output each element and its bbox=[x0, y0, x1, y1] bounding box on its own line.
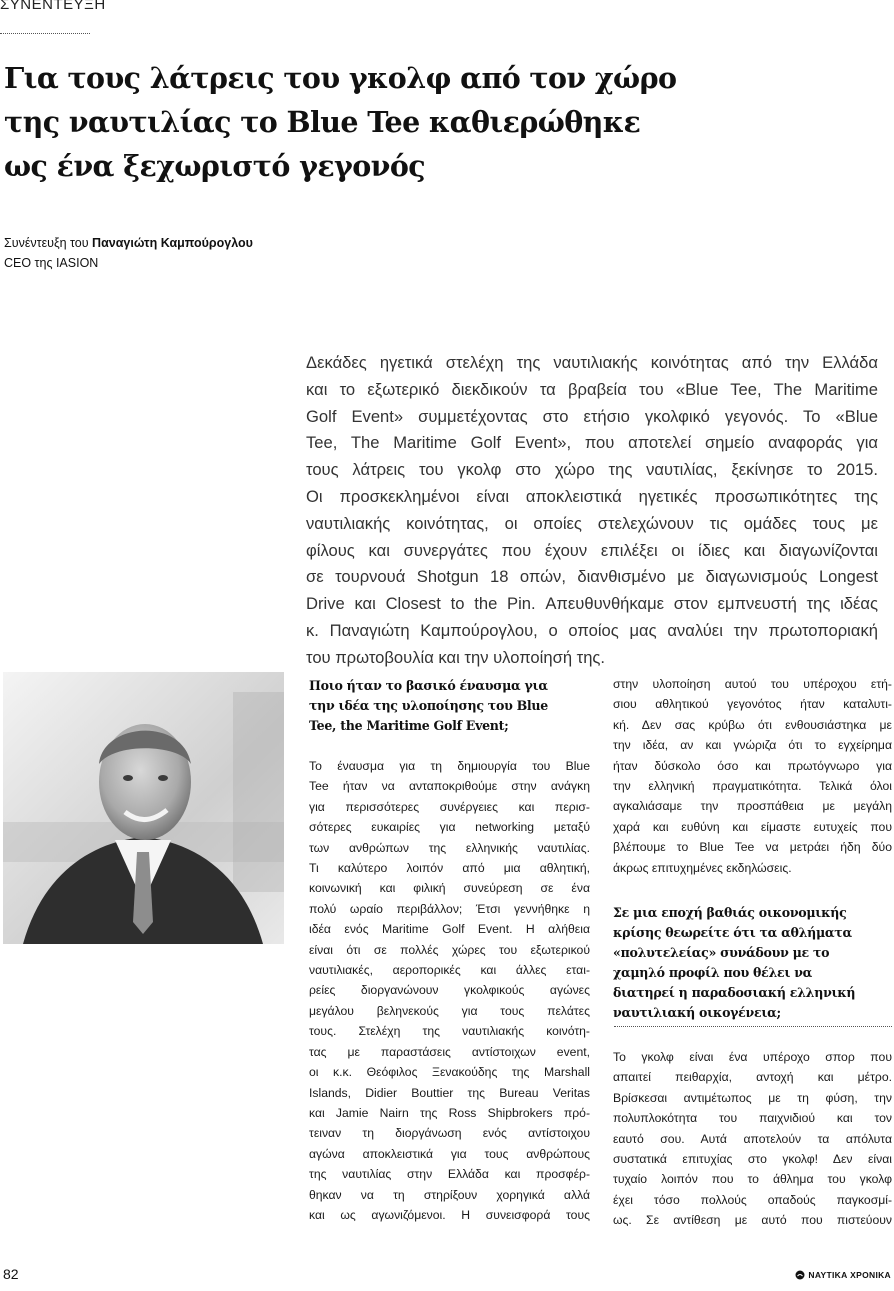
body-line: βλέπουμε το Blue Tee να μετράει ήδη δύο bbox=[613, 840, 892, 855]
body-line: για περισσότερες συνέργειες και περισ- bbox=[309, 799, 590, 814]
body-line: την ιδέα, αν και γνώριζα ότι το εγχείρημα bbox=[613, 738, 892, 753]
body-line: Τι καλύτερο λοιπόν από μια αθλητική, bbox=[309, 861, 590, 876]
body-line: αγώνα αποκλειστικά για τους ανθρώπους bbox=[309, 1146, 590, 1161]
body-line: ως. Σε αντίθεση με αυτό που πιστεύουν bbox=[613, 1213, 892, 1228]
byline-prefix: Συνέντευξη του bbox=[4, 236, 89, 250]
body-line: τους. Στελέχη της ναυτιλιακής κοινότη- bbox=[309, 1024, 590, 1039]
body-line: την ελληνική πραγματικότητα. Τελικά όλοι bbox=[613, 779, 892, 794]
publication-mark bbox=[795, 1270, 891, 1280]
intro-line: Δεκάδες ηγετικά στελέχη της ναυτιλιακής κοινότητας από την Ελλάδα bbox=[306, 353, 878, 372]
body-line: στην υλοποίηση αυτού του υπέροχου ετή- bbox=[613, 677, 892, 691]
body-line: και ως αγωνιζόμενοι. Η συνεισφορά τους bbox=[309, 1207, 590, 1222]
intro-line: Drive και Closest to the Pin. Απευθυνθήκαμε στον εμπνευστή της ιδέας bbox=[306, 594, 878, 614]
body-line: πολύ ωραίο περιβάλλον; Έτσι γεννήθηκε η bbox=[309, 901, 590, 916]
body-line: αγκαλιάσαμε την προσπάθεια με μεγάλη bbox=[613, 799, 892, 814]
section-divider bbox=[0, 33, 90, 34]
body-line: κοινωνική και φιλική συνεύρεση σε ένα bbox=[309, 881, 590, 896]
question-2 bbox=[613, 903, 893, 1023]
body-line: Βρίσκεσαι αντιμέτωπος με τη φύση, την bbox=[613, 1090, 892, 1105]
headline-line: Για τους λάτρεις του γκολφ από τον χώρο bbox=[4, 61, 677, 95]
body-line: εαυτό σου. Αυτά αποτελούν τα απόλυτα bbox=[613, 1131, 892, 1146]
body-line: είναι ότι σε πολλές χώρες του εξωτερικού bbox=[309, 942, 590, 957]
question-line: ναυτιλιακή οικογένεια; bbox=[613, 1005, 781, 1020]
body-line: ιδέα ενός Maritime Golf Event. Η αλήθεια bbox=[309, 922, 590, 937]
interviewee-portrait bbox=[3, 672, 284, 944]
publication-logo-icon bbox=[795, 1270, 805, 1280]
question-line: Tee, the Maritime Golf Event; bbox=[309, 718, 509, 733]
body-line: Islands, Didier Bouttier της Bureau Veritas bbox=[309, 1085, 590, 1100]
body-line: Το έναυσμα για τη δημιουργία του Blue bbox=[309, 759, 590, 773]
question-1 bbox=[309, 676, 593, 736]
answer-2-column bbox=[613, 1047, 892, 1231]
article-intro bbox=[306, 350, 878, 672]
section-label: ΣΥΝΕΝΤΕΥΞΗ bbox=[0, 0, 106, 13]
question-line: την ιδέα της υλοποίησης του Blue bbox=[309, 698, 548, 713]
body-line: άκρως επιτυχημένες εκδηλώσεις. bbox=[613, 860, 792, 875]
intro-line: κ. Παναγιώτη Καμπούρογλου, ο οποίος μας αναλύει την πρωτοποριακή bbox=[306, 620, 878, 640]
body-line: Tee ήταν να ανταποκριθούμε στην ανάγκη bbox=[309, 779, 590, 794]
intro-line: και το εξωτερικό διεκδικούν τα βραβεία του «Blue Tee, The Maritime bbox=[306, 379, 878, 399]
intro-line: τους λάτρεις του γκολφ στο χώρο της ναυτιλίας, ξεκίνησε το 2015. bbox=[306, 460, 878, 480]
question-line: «πολυτελείας» συνάδουν με το bbox=[613, 945, 830, 960]
intro-line: Golf Event» συμμετέχοντας στο ετήσιο γκολφικό γεγονός. Το «Blue bbox=[306, 406, 878, 426]
answer-1-column bbox=[309, 756, 590, 1225]
body-line: σότερες ευκαιρίες για networking μεταξύ bbox=[309, 820, 590, 835]
question-divider bbox=[614, 1026, 892, 1027]
question-line: χαμηλό προφίλ που θέλει να bbox=[613, 965, 813, 980]
body-line: της ναυτιλίας στην Ελλάδα και προσφέρ- bbox=[309, 1167, 590, 1182]
answer-1-continued-column bbox=[613, 674, 892, 878]
body-line: κή. Δεν σας κρύβω ότι ενθουσιάστηκα με bbox=[613, 717, 892, 732]
intro-line: του πρωτοβουλία και την υλοποίησή της. bbox=[306, 647, 606, 667]
body-line: μεγάλου βεληνεκούς για τους πελάτες bbox=[309, 1003, 590, 1018]
body-line: τειναν τη διοργάνωση ενός αντίστοιχου bbox=[309, 1126, 590, 1141]
intro-line: φίλους και συνεργάτες που έχουν επιλέξει οι ίδιες και διαγωνίζονται bbox=[306, 540, 878, 560]
intro-line: Tee, The Maritime Golf Event», που αποτελεί σημείο αναφοράς για bbox=[306, 433, 878, 453]
intro-line: Οι προσκεκλημένοι είναι αποκλειστικά ηγετικές προσωπικότητες της bbox=[306, 486, 878, 506]
article-headline bbox=[4, 56, 884, 188]
body-line: και Jamie Nairn της Ross Shipbrokers πρό- bbox=[309, 1105, 590, 1120]
intro-line: ναυτιλιακής κοινότητας, οι οποίες στελεχώνουν τις ομάδες τους με bbox=[306, 513, 878, 533]
question-line: διατηρεί η παραδοσιακή ελληνική bbox=[613, 985, 856, 1000]
body-line: συστατικά επιτυχίας στο γκολφ! Δεν είναι bbox=[613, 1152, 892, 1167]
body-line: τυχαίο λοιπόν που το άθλημα του γκολφ bbox=[613, 1172, 892, 1187]
page-number: 82 bbox=[3, 1266, 19, 1282]
question-line: Ποιο ήταν το βασικό έναυσμα για bbox=[309, 678, 548, 693]
byline bbox=[4, 233, 253, 273]
publication-name: ΝΑΥΤΙΚΑ ΧΡΟΝΙΚΑ bbox=[808, 1270, 891, 1280]
question-line: κρίσης θεωρείτε ότι τα αθλήματα bbox=[613, 925, 852, 940]
intro-line: σε τουρνουά Shotgun 18 οπών, διανθισμένο με διαγωνισμούς Longest bbox=[306, 567, 878, 587]
body-line: τας με παραστάσεις αντίστοιχων event, bbox=[309, 1044, 590, 1059]
body-line: πολυπλοκότητα του παιχνιδιού και τον bbox=[613, 1111, 892, 1126]
body-line: Το γκολφ είναι ένα υπέροχο σπορ που bbox=[613, 1050, 892, 1064]
byline-name: Παναγιώτη Καμπούρογλου bbox=[92, 236, 253, 250]
question-line: Σε μια εποχή βαθιάς οικονομικής bbox=[613, 905, 847, 920]
body-line: χαρά και ευθύνη και είμαστε ευτυχείς που bbox=[613, 819, 892, 834]
body-line: οι κ.κ. Θεόφιλος Ξενακούδης της Marshall bbox=[309, 1065, 590, 1080]
body-line: ήταν δύσκολο όσο και πρωτόγνωρο για bbox=[613, 758, 892, 773]
body-line: σιου αθλητικού γεγονότος ήταν καταλυτι- bbox=[613, 697, 892, 712]
body-line: ναυτιλιακές, αεροπορικές και άλλες εται- bbox=[309, 963, 590, 978]
headline-line: της ναυτιλίας το Blue Tee καθιερώθηκε bbox=[4, 105, 641, 139]
byline-role: CEO της IASION bbox=[4, 256, 99, 270]
body-line: έχει τόσο πολλούς οπαδούς παγκοσμί- bbox=[613, 1192, 892, 1207]
byline-main bbox=[4, 233, 253, 253]
body-line: ρείες διοργανώνουν γκολφικούς αγώνες bbox=[309, 983, 590, 998]
body-line: των ανθρώπων της ελληνικής ναυτιλίας. bbox=[309, 840, 590, 855]
body-line: απαιτεί πειθαρχία, αντοχή και μέτρο. bbox=[613, 1070, 892, 1085]
headline-line: ως ένα ξεχωριστό γεγονός bbox=[4, 149, 426, 183]
body-line: θηκαν να τη στηρίξουν χορηγικά αλλά bbox=[309, 1187, 590, 1202]
